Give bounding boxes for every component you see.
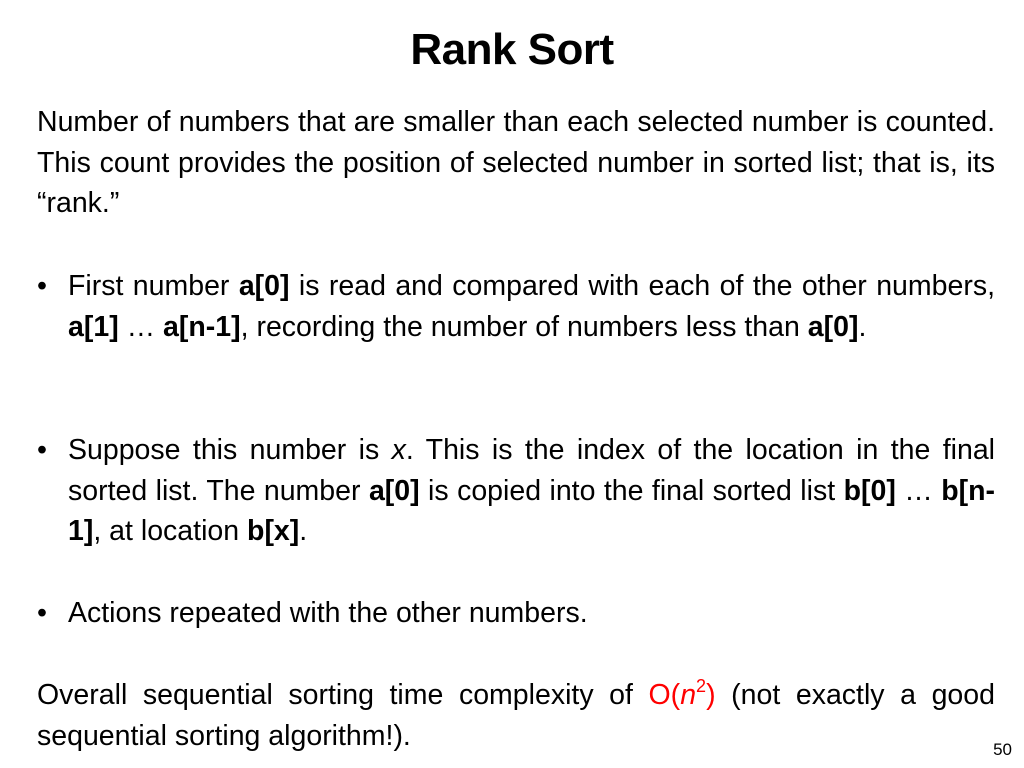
variable-n: n: [680, 679, 697, 711]
text-run: .: [299, 515, 308, 547]
bullet-item-suppose: [37, 430, 995, 552]
slide-title: Rank Sort: [410, 25, 614, 74]
code-term: b[0]: [843, 474, 896, 507]
bullet-text: Actions repeated with the other numbers.: [68, 597, 588, 629]
big-o-open: O(: [648, 679, 681, 711]
bullet-text: [68, 430, 995, 552]
text-run: …: [895, 474, 942, 507]
intro-paragraph: Number of numbers that are smaller than each selected number is counted. This count provides the position of selected number in sorted list; that is, its “rank.”: [37, 106, 995, 219]
code-term: b[x]: [247, 515, 300, 547]
bullet-marker: •: [37, 434, 47, 466]
text-run: Suppose this number is: [68, 434, 392, 466]
text-run: …: [118, 310, 164, 343]
big-o-close: ): [706, 679, 716, 711]
bullet-item-actions: [37, 593, 995, 634]
text-run: .: [858, 310, 867, 343]
text-run: (not exactly a good sequential sorting algorithm!).: [37, 679, 995, 752]
code-term: a[0]: [238, 270, 290, 302]
complexity-notation: [648, 676, 716, 711]
bullet-marker: •: [37, 597, 47, 629]
text-run: Overall sequential sorting time complexity of: [37, 679, 649, 711]
text-run: is read and compared with each of the other numbers,: [289, 270, 995, 302]
exponent: 2: [696, 676, 707, 696]
bullet-text: [68, 266, 995, 347]
text-run: First number: [68, 270, 239, 302]
text-run: , at location: [93, 515, 248, 547]
code-term: a[n-1]: [163, 310, 241, 343]
text-run: , recording the number of numbers less than: [240, 310, 808, 343]
code-term: a[1]: [68, 310, 119, 343]
variable-term: x: [391, 434, 406, 466]
conclusion-paragraph: [37, 675, 995, 756]
page-number: 50: [993, 740, 1012, 759]
bullet-item-first-number: [37, 266, 995, 347]
text-run: is copied into the final sorted list: [419, 474, 844, 507]
code-term: a[0]: [807, 310, 859, 343]
code-term: b[n-1]: [68, 474, 995, 547]
bullet-marker: •: [37, 270, 47, 302]
code-term: a[0]: [368, 474, 420, 507]
text-run: . This is the index of the location in the final sorted list. The number: [68, 434, 996, 507]
